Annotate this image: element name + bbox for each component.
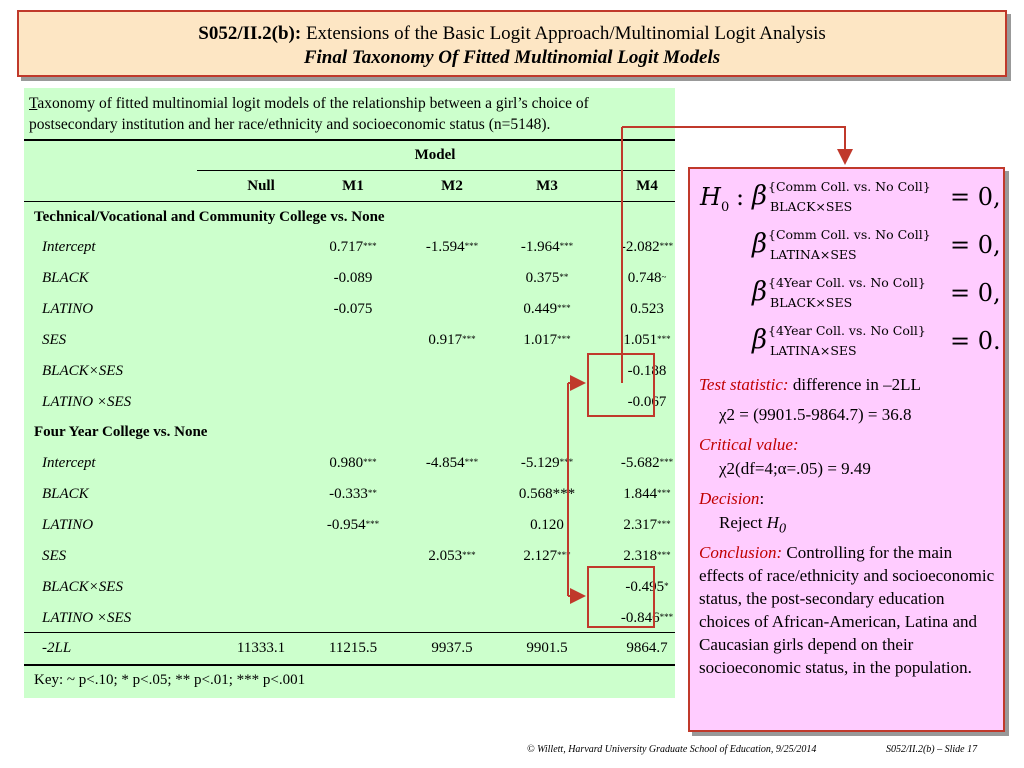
section-header-community-college: Technical/Vocational and Community College vs. None — [34, 209, 385, 225]
beta-subscript: BLACK×SES — [770, 199, 853, 214]
equals-value: = 0, — [950, 183, 1001, 211]
decision — [699, 487, 999, 510]
cell-value: 1.844 — [623, 486, 658, 502]
reject-text: Reject — [719, 513, 767, 532]
conclusion-label: Conclusion — [699, 543, 777, 562]
cell-value: -0.188 — [627, 363, 667, 379]
ll-value: 11215.5 — [328, 640, 378, 656]
significance-mark: *** — [659, 457, 674, 467]
beta-superscript: {Comm Coll. vs. No Coll} — [768, 179, 931, 194]
significance-mark: *** — [559, 457, 574, 467]
decision-label: Decision — [699, 489, 760, 508]
significance-mark: *** — [365, 519, 380, 529]
footer-slide-number: S052/II.2(b) – Slide 17 — [886, 744, 978, 755]
cell-value: -1.964 — [520, 239, 560, 255]
test-statistic-text: difference in –2LL — [788, 375, 921, 394]
ll-value: 9864.7 — [626, 640, 668, 656]
column-header-m4: M4 — [636, 178, 658, 194]
cell-value: 2.318 — [623, 548, 658, 564]
chi-square-value: χ2 = (9901.5-9864.7) = 36.8 — [719, 405, 912, 424]
cell-value: -0.954 — [326, 517, 366, 533]
critical-chi-square: χ2(df=4;α=.05) = 9.49 — [719, 459, 871, 478]
column-header-m1: M1 — [342, 178, 364, 194]
significance-mark: *** — [557, 334, 571, 344]
hypothesis-line — [690, 225, 1003, 265]
significance-mark: *** — [657, 550, 671, 560]
cell-value: 2.053 — [428, 548, 463, 564]
hypothesis-line — [690, 321, 1003, 361]
test-statistic-colon: : — [782, 375, 789, 394]
beta-symbol: β — [752, 181, 768, 211]
decision-colon: : — [759, 489, 765, 508]
cell-value: 0.120 — [530, 517, 564, 533]
h-subscript: 0 — [720, 199, 730, 215]
row-label: BLACK×SES — [42, 363, 123, 379]
cell-value: -5.682 — [620, 455, 660, 471]
cell-value: 0.917 — [428, 332, 463, 348]
row-label: LATINO ×SES — [42, 610, 132, 626]
hypothesis-colon: : — [736, 183, 745, 211]
model-header: Model — [414, 147, 456, 163]
test-statistic — [699, 373, 999, 396]
cell-value: 2.127 — [523, 548, 558, 564]
row-label: SES — [42, 332, 67, 348]
cell-value: -4.854 — [425, 455, 465, 471]
row-label: BLACK — [42, 486, 89, 502]
hypothesis-line — [690, 273, 1003, 313]
title-line-2: Final Taxonomy Of Fitted Multinomial Logit Models — [303, 47, 721, 68]
column-header-m3: M3 — [536, 178, 558, 194]
row-label: BLACK×SES — [42, 579, 123, 595]
significance-mark: *** — [657, 334, 671, 344]
cell-value: 2.317 — [623, 517, 658, 533]
conclusion-colon: : — [776, 543, 783, 562]
cell-value: -0.075 — [333, 301, 373, 317]
beta-superscript: {4Year Coll. vs. No Coll} — [768, 275, 926, 290]
significance-mark: *** — [363, 241, 377, 251]
critical-value-label: Critical value — [699, 435, 793, 454]
cell-value: -1.594 — [425, 239, 465, 255]
equals-value: = 0, — [950, 231, 1001, 259]
connector-line-main — [622, 127, 845, 161]
row-label: Intercept — [42, 455, 96, 471]
cell-value: -0.495 — [625, 579, 665, 595]
h-letter: H — [700, 183, 721, 211]
significance-mark: * — [664, 581, 669, 591]
significance-mark: *** — [657, 488, 671, 498]
beta-symbol: β — [752, 229, 768, 259]
significance-mark: ** — [367, 488, 377, 498]
significance-mark: *** — [464, 457, 479, 467]
significance-mark: *** — [462, 334, 476, 344]
reject-h-sub: 0 — [778, 520, 787, 537]
caption-text: axonomy of fitted multinomial logit models of the relationship between a girl’s choice of postsecondary institution and her race/ethnicity and socioeconomic status (n=5148). — [29, 95, 589, 133]
title-code: S052/II.2(b): — [198, 23, 302, 44]
cell-value: 0.449 — [523, 301, 558, 317]
cell-value: -2.082 — [620, 239, 660, 255]
ll-value: 9937.5 — [431, 640, 473, 656]
hypothesis-h-symbol — [700, 183, 729, 215]
conclusion-text: Controlling for the main effects of race/ethnicity and socioeconomic status, the post-secondary education choices of African-American, Latina and Caucasian girls depend on their socioeconomic status, in the population. — [699, 543, 995, 677]
significance-mark: *** — [559, 241, 574, 251]
beta-symbol: β — [752, 325, 768, 355]
footer-copyright: © Willett, Harvard University Graduate School of Education, 9/25/2014 — [527, 744, 817, 755]
significance-key: Key: ~ p<.10; * p<.05; ** p<.01; *** p<.001 — [34, 672, 306, 688]
row-label: LATINO — [42, 517, 94, 533]
beta-symbol: β — [752, 277, 768, 307]
hypothesis-line — [690, 177, 1003, 217]
cell-value: 0.375 — [525, 270, 560, 286]
hypothesis-test-panel — [688, 167, 1005, 732]
column-header-null: Null — [247, 178, 275, 194]
row-label: LATINO — [42, 301, 94, 317]
cell-value: -0.067 — [627, 394, 667, 410]
beta-superscript: {4Year Coll. vs. No Coll} — [768, 323, 926, 338]
row-label: SES — [42, 548, 67, 564]
significance-mark: *** — [464, 241, 479, 251]
cell-value: 1.051 — [623, 332, 658, 348]
cell-value: 0.980 — [329, 455, 364, 471]
critical-value-colon: : — [792, 435, 799, 454]
cell-value: 1.017 — [523, 332, 558, 348]
significance-mark: *** — [557, 303, 571, 313]
ll-value: 9901.5 — [526, 640, 568, 656]
decision-text — [699, 511, 1019, 540]
ll-row-label: -2LL — [42, 640, 72, 656]
row-label: BLACK — [42, 270, 89, 286]
equals-value: = 0, — [950, 279, 1001, 307]
significance-mark: *** — [659, 612, 674, 622]
row-label: Intercept — [42, 239, 96, 255]
beta-subscript: LATINA×SES — [770, 343, 857, 358]
cell-value: -0.333 — [329, 486, 368, 502]
reject-h: H — [766, 513, 779, 532]
cell-value: 0.748 — [627, 270, 662, 286]
significance-mark: *** — [657, 519, 671, 529]
critical-value — [699, 433, 999, 456]
ll-value: 11333.1 — [236, 640, 286, 656]
cell-value: 0.523 — [630, 301, 664, 317]
test-statistic-label: Test statistic — [699, 375, 783, 394]
column-header-m2: M2 — [441, 178, 463, 194]
cell-value: -0.846 — [620, 610, 660, 626]
cell-value: 0.717 — [329, 239, 364, 255]
significance-mark: *** — [659, 241, 674, 251]
beta-subscript: LATINA×SES — [770, 247, 857, 262]
significance-mark: ** — [559, 272, 569, 282]
cell-value: 0.568*** — [518, 486, 576, 502]
cell-value: -5.129 — [520, 455, 560, 471]
significance-mark: *** — [462, 550, 476, 560]
beta-subscript: BLACK×SES — [770, 295, 853, 310]
conclusion — [699, 541, 999, 679]
section-header-four-year-college: Four Year College vs. None — [34, 424, 208, 440]
significance-mark: ~ — [661, 272, 667, 282]
equals-value: = 0. — [950, 327, 1001, 355]
row-label: LATINO ×SES — [42, 394, 132, 410]
title-main: Extensions of the Basic Logit Approach/Multinomial Logit Analysis — [301, 23, 826, 44]
significance-mark: *** — [363, 457, 377, 467]
significance-mark: *** — [557, 550, 571, 560]
cell-value: -0.089 — [333, 270, 373, 286]
caption-first-letter: T — [29, 95, 38, 112]
beta-superscript: {Comm Coll. vs. No Coll} — [768, 227, 931, 242]
